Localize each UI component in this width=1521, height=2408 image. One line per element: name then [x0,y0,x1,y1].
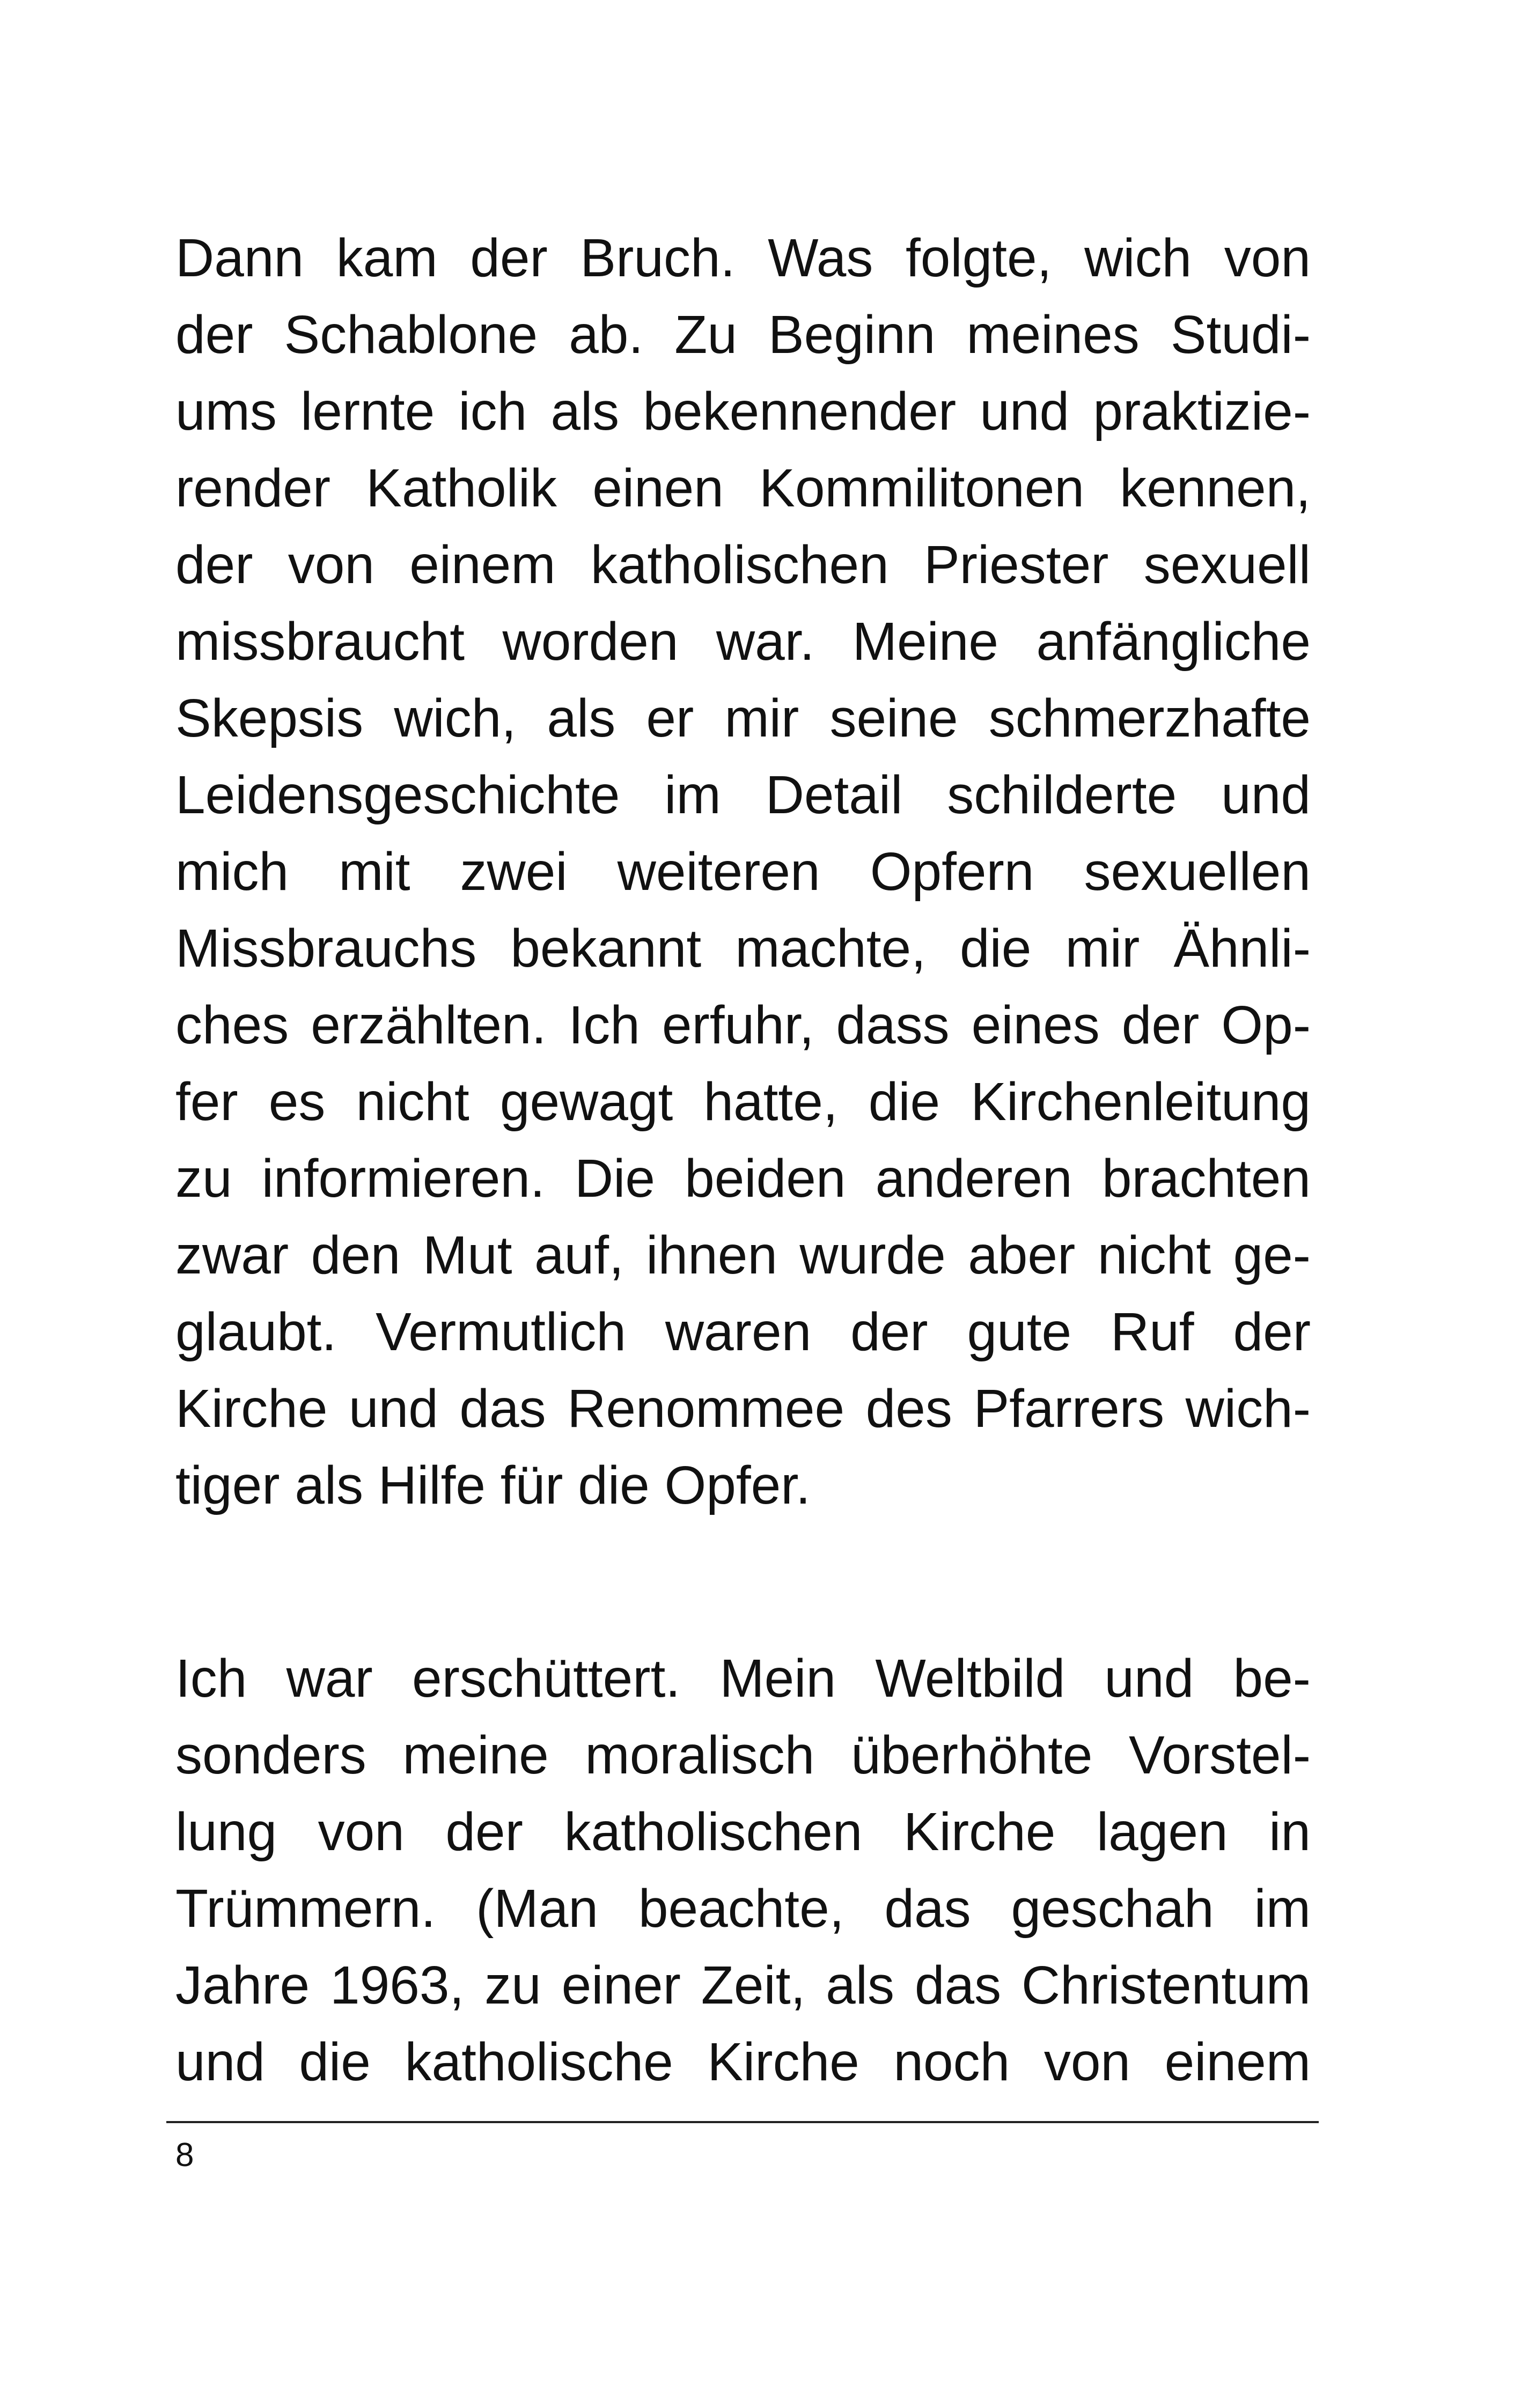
text-line: und die katholische Kirche noch von einem [175,2032,1311,2092]
text-line: Trümmern. (Man beachte, das geschah im [175,1879,1311,1939]
text-line: zu informieren. Die beiden anderen brachten [175,1148,1311,1209]
text-line: ums lernte ich als bekennender und praktizie- [175,381,1311,441]
paragraph-1 [175,220,1311,1524]
text-line: Missbrauchs bekannt machte, die mir Ähnli- [175,918,1311,978]
footer-rule [166,2121,1319,2123]
text-line: glaubt. Vermutlich waren der gute Ruf der [175,1302,1311,1362]
text-line: Jahre 1963, zu einer Zeit, als das Christentum [175,1955,1311,2015]
text-line: Ich war erschüttert. Mein Weltbild und be- [175,1648,1311,1709]
text-line: fer es nicht gewagt hatte, die Kirchenleitung [175,1072,1311,1132]
text-line: Leidensgeschichte im Detail schilderte und [175,765,1311,825]
text-line: render Katholik einen Kommilitonen kennen, [175,458,1311,518]
text-line: Skepsis wich, als er mir seine schmerzhafte [175,688,1311,748]
text-line: Dann kam der Bruch. Was folgte, wich von [175,228,1311,288]
text-line: lung von der katholischen Kirche lagen in [175,1802,1311,1862]
text-line: ches erzählten. Ich erfuhr, dass eines der Op- [175,995,1311,1055]
text-line: tiger als Hilfe für die Opfer. [175,1455,811,1515]
text-line: Kirche und das Renommee des Pfarrers wich- [175,1379,1311,1439]
text-line: zwar den Mut auf, ihnen wurde aber nicht ge- [175,1225,1311,1285]
text-line: missbraucht worden war. Meine anfängliche [175,612,1311,672]
page-number: 8 [175,2137,194,2174]
text-line: mich mit zwei weiteren Opfern sexuellen [175,842,1311,902]
text-line: der von einem katholischen Priester sexuell [175,535,1311,595]
text-line: der Schablone ab. Zu Beginn meines Studi- [175,305,1311,365]
paragraph-2 [175,1640,1311,2101]
text-line: sonders meine moralisch überhöhte Vorstel- [175,1725,1311,1785]
